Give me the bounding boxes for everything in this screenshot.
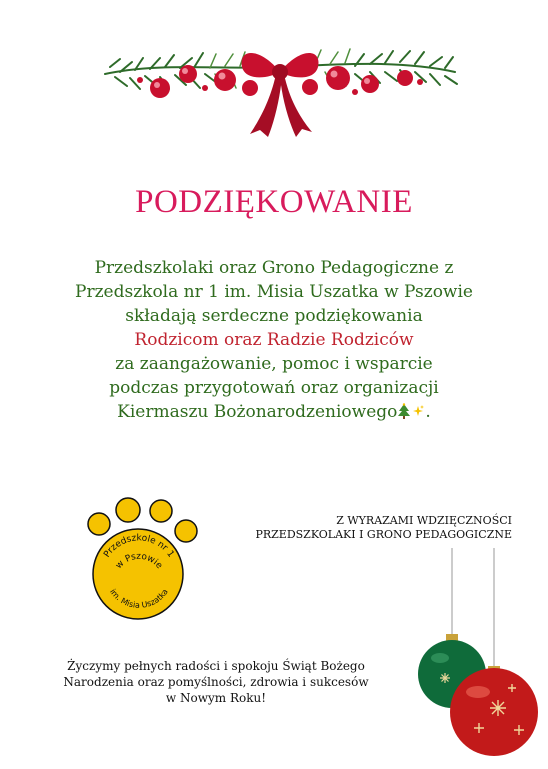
sparkles-emoji-icon: [411, 403, 425, 419]
message-line-1: Przedszkolaki oraz Grono Pedagogiczne z: [94, 258, 454, 278]
closing-signature: [255, 514, 512, 542]
christmas-baubles-icon: [410, 548, 548, 769]
logo-text-bottom: im. Misia Uszatka: [108, 587, 170, 610]
message-line-7-text: Kiermaszu Bożonarodzeniowego: [117, 402, 398, 422]
message-line-6: podczas przygotowań oraz organizacji: [109, 378, 439, 398]
message-line-7: [30, 400, 518, 424]
wishes-line-2: Narodzenia oraz pomyślności, zdrowia i sukcesów: [63, 675, 369, 689]
wishes-line-1: Życzymy pełnych radości i spokoju Świąt Bożego: [67, 659, 365, 673]
message-line-parents: Rodzicom oraz Radzie Rodziców: [134, 330, 414, 350]
christmas-tree-emoji-icon: [397, 403, 411, 419]
paw-print-logo-icon: [80, 496, 210, 626]
holiday-wishes: [36, 658, 396, 706]
thank-you-message: [30, 256, 518, 424]
page-title: PODZIĘKOWANIE: [135, 184, 413, 220]
message-line-3: składają serdeczne podziękowania: [125, 306, 423, 326]
message-line-2: Przedszkola nr 1 im. Misia Uszatka w Pszowie: [75, 282, 473, 302]
logo-text-top: Przedszkole nr 1: [102, 533, 176, 560]
closing-line-1: Z WYRAZAMI WDZIĘCZNOŚCI: [336, 514, 512, 527]
message-line-5: za zaangażowanie, pomoc i wsparcie: [115, 354, 433, 374]
closing-line-2: PRZEDSZKOLAKI I GRONO PEDAGOGICZNE: [255, 528, 512, 541]
wishes-line-3: w Nowym Roku!: [165, 691, 267, 705]
logo-text-mid: w Pszowie: [114, 551, 165, 572]
message-line-7-suffix: .: [425, 402, 431, 422]
christmas-garland-icon: [100, 22, 460, 140]
